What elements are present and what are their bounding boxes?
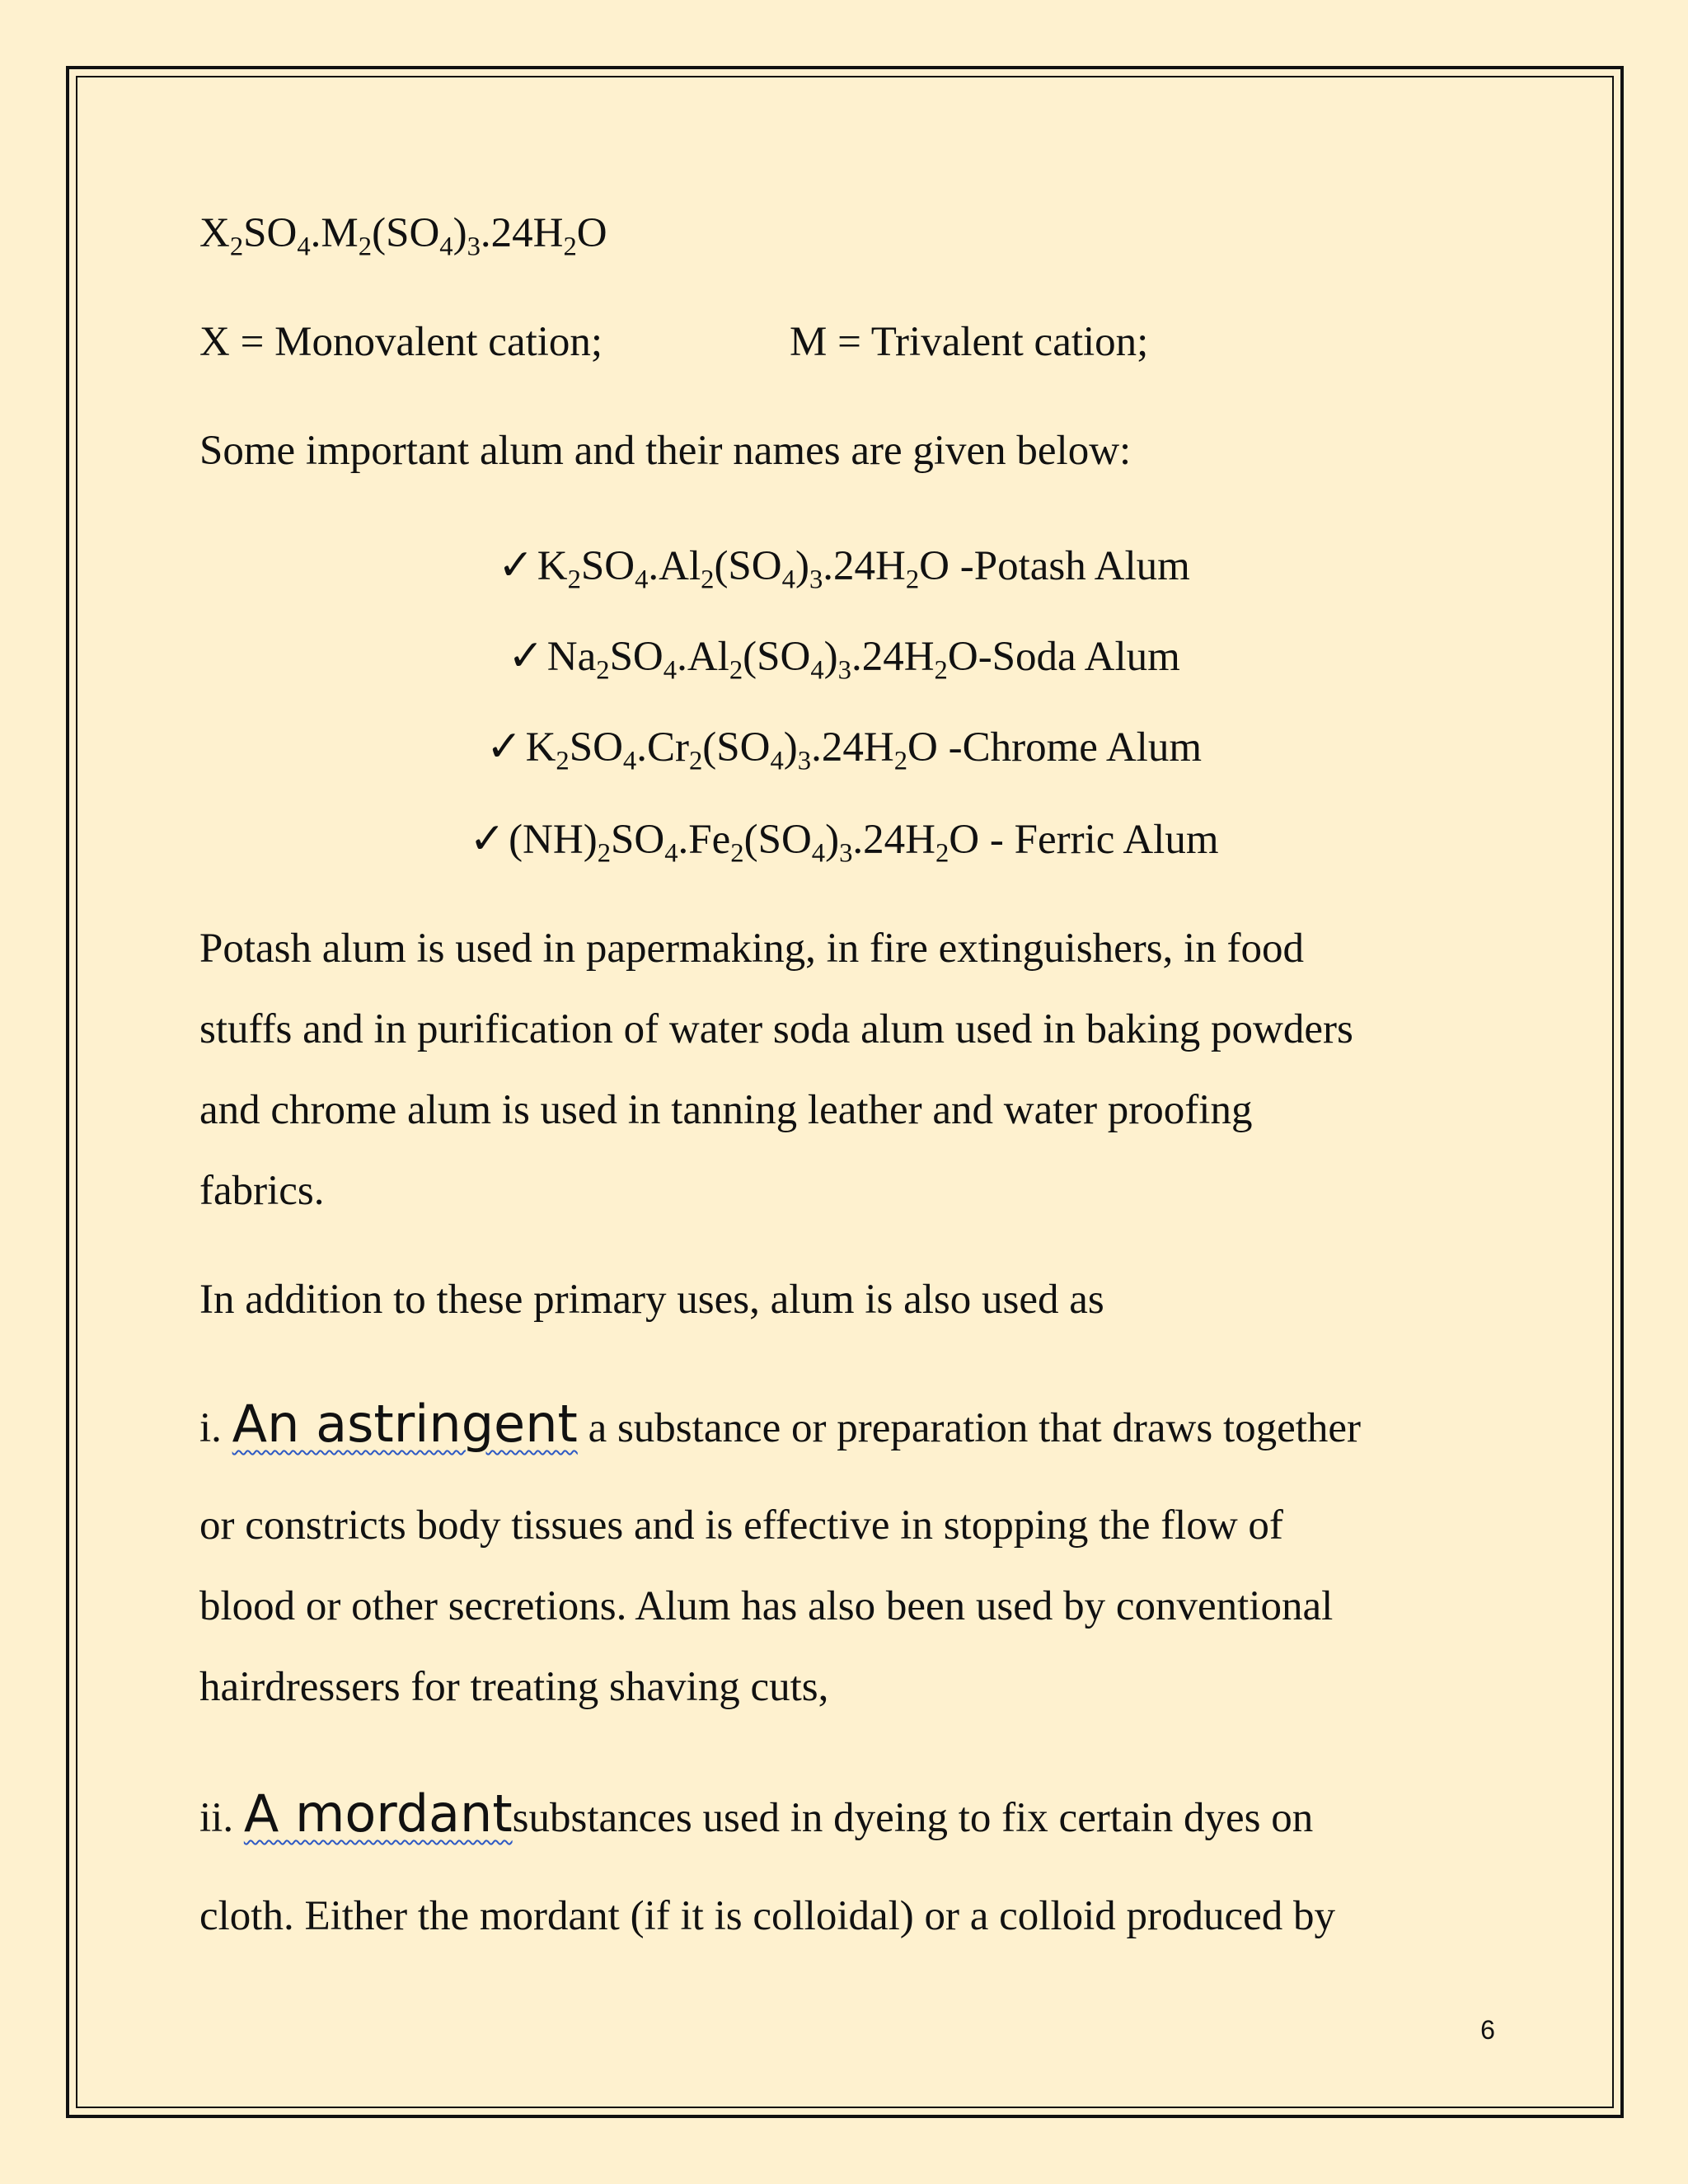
alum-item-potash: $✓K_2SO_4.Al_2(SO_4)_3.24H_2O$ -Potash Alum (498, 541, 1190, 595)
check-icon: ✓ (498, 541, 534, 590)
check-icon: ✓ (469, 814, 506, 864)
item-i-line-1: i. An astringent a substance or preparation that draws together (199, 1394, 1362, 1454)
item-ii-line-2: cloth. Either the mordant (if it is colloidal) or a colloid produced by (199, 1893, 1336, 1939)
alum-item-soda: $✓Na_2SO_4.Al_2(SO_4)_3.24H_2O$-Soda Alum (508, 631, 1180, 686)
alum-item-chrome: $✓K_2SO_4.Cr_2(SO_4)_3.24H_2O$ -Chrome Alum (485, 722, 1202, 776)
uses-line-4: fabrics. (199, 1168, 325, 1214)
addition-line: In addition to these primary uses, alum is also used as (199, 1277, 1104, 1323)
check-icon: ✓ (485, 722, 523, 771)
term-astringent: An astringent (232, 1394, 578, 1454)
intro-text: Some important alum and their names are given below: (199, 428, 1132, 474)
uses-line-3: and chrome alum is used in tanning leather and water proofing (199, 1087, 1253, 1133)
x-definition: X = Monovalent cation; (199, 319, 603, 365)
item-i-line-2: or constricts body tissues and is effective in stopping the flow of (199, 1502, 1283, 1549)
item-ii-line-1: ii. A mordantsubstances used in dyeing to fix certain dyes on (199, 1783, 1314, 1844)
alum-item-ferric: $✓(NH)_2SO_4.Fe_2(SO_4)_3.24H_2O$ - Ferric Alum (469, 814, 1219, 869)
term-mordant: A mordant (243, 1783, 513, 1844)
page-number: 6 (1480, 2015, 1495, 2045)
check-icon: ✓ (508, 631, 544, 681)
item-i-line-3: blood or other secretions. Alum has also been used by conventional (199, 1583, 1334, 1629)
item-i-line-4: hairdressers for treating shaving cuts, (199, 1664, 829, 1710)
general-formula: $X_2SO_4.M_2(SO_4)_3.24H_2O$ (199, 210, 607, 262)
uses-line-2: stuffs and in purification of water soda alum used in baking powders (199, 1006, 1353, 1052)
m-definition: M = Trivalent cation; (790, 319, 1149, 365)
uses-line-1: Potash alum is used in papermaking, in fire extinguishers, in food (199, 926, 1304, 972)
